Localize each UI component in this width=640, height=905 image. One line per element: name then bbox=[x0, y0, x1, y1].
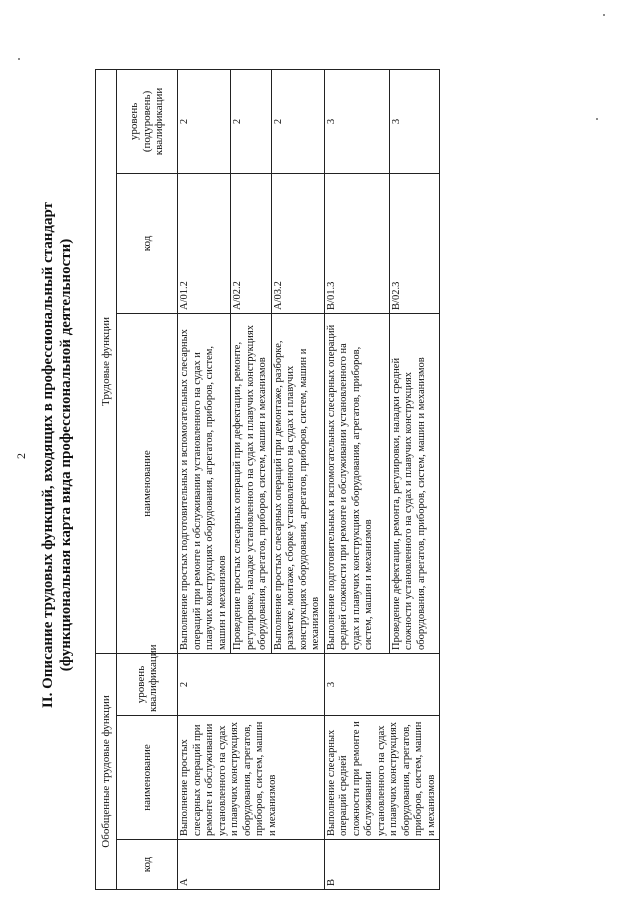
table-row bbox=[178, 69, 231, 889]
function-level: 2 bbox=[178, 69, 231, 173]
function-name: Проведение простых слесарных операций при дефектации, ремонте, регулировке, наладке установленного на судах и плавучих конструкциях оборудования, агрегатов, приборов, систем, машин и механизмов bbox=[231, 313, 272, 653]
header-tf-name: наименование bbox=[117, 313, 178, 653]
group-level: 2 bbox=[178, 653, 325, 715]
group-level: 3 bbox=[324, 653, 440, 715]
function-code: A/03.2 bbox=[271, 173, 324, 313]
header-generalized: Обобщенные трудовые функции bbox=[96, 653, 117, 889]
function-name: Выполнение простых подготовительных и вспомогательных слесарных операций при ремонте и обслуживании установленного на судах и плавучих конструкциях оборудования, агрегатов, приборов, систем, машин и механизмов bbox=[178, 313, 231, 653]
scan-speck bbox=[18, 58, 20, 60]
header-row-top bbox=[96, 69, 117, 889]
page-number: 2 bbox=[14, 453, 28, 459]
table-row bbox=[324, 69, 389, 889]
section-title: II. Описание трудовых функций, входящих в профессиональный стандарт bbox=[40, 201, 56, 709]
function-code: A/01.2 bbox=[178, 173, 231, 313]
header-name: наименование bbox=[117, 716, 178, 840]
header-row-sub bbox=[117, 69, 178, 889]
group-code: B bbox=[324, 840, 440, 890]
header-qual-level: уровень квалификации bbox=[117, 653, 178, 715]
function-level: 2 bbox=[231, 69, 272, 173]
header-tf-level: уровень (подуровень) квалификации bbox=[117, 69, 178, 173]
function-name: Выполнение простых слесарных операций при демонтаже, разборке, разметке, монтаже, сборке установленного на судах и плавучих конструкциях оборудования, агрегатов, приборов, систем, машин и механизмов bbox=[271, 313, 324, 653]
function-code: B/01.3 bbox=[324, 173, 389, 313]
scan-speck bbox=[596, 118, 598, 120]
function-code: B/02.3 bbox=[389, 173, 439, 313]
function-level: 3 bbox=[389, 69, 439, 173]
functional-map-table bbox=[95, 69, 440, 890]
header-labor-functions: Трудовые функции bbox=[96, 69, 117, 653]
header-code: код bbox=[117, 840, 178, 890]
function-level: 2 bbox=[271, 69, 324, 173]
function-name: Проведение дефектации, ремонта, регулировки, наладки средней сложности установленного на судах и плавучих конструкциях оборудования, агрегатов, приборов, систем, машин и механизмов bbox=[389, 313, 439, 653]
group-code: A bbox=[178, 840, 325, 890]
section-subtitle: (функциональная карта вида профессиональной деятельности) bbox=[58, 238, 74, 672]
group-name: Выполнение слесарных операций средней сложности при ремонте и обслуживании установленного на судах и плавучих конструкциях оборудования, агрегатов, приборов, систем, машин и механизмов bbox=[324, 716, 440, 840]
function-level: 3 bbox=[324, 69, 389, 173]
function-name: Выполнение подготовительных и вспомогательных слесарных операций средней сложности при ремонте и обслуживании установленного на судах и плавучих конструкциях оборудования, агрегатов, приборов, систем, машин и механизмов bbox=[324, 313, 389, 653]
group-name: Выполнение простых слесарных операций при ремонте и обслуживании установленного на судах и плавучих конструкциях оборудования, агрегатов, приборов, систем, машин и механизмов bbox=[178, 716, 325, 840]
header-tf-code: код bbox=[117, 173, 178, 313]
scan-speck bbox=[603, 14, 605, 16]
function-code: A/02.2 bbox=[231, 173, 272, 313]
